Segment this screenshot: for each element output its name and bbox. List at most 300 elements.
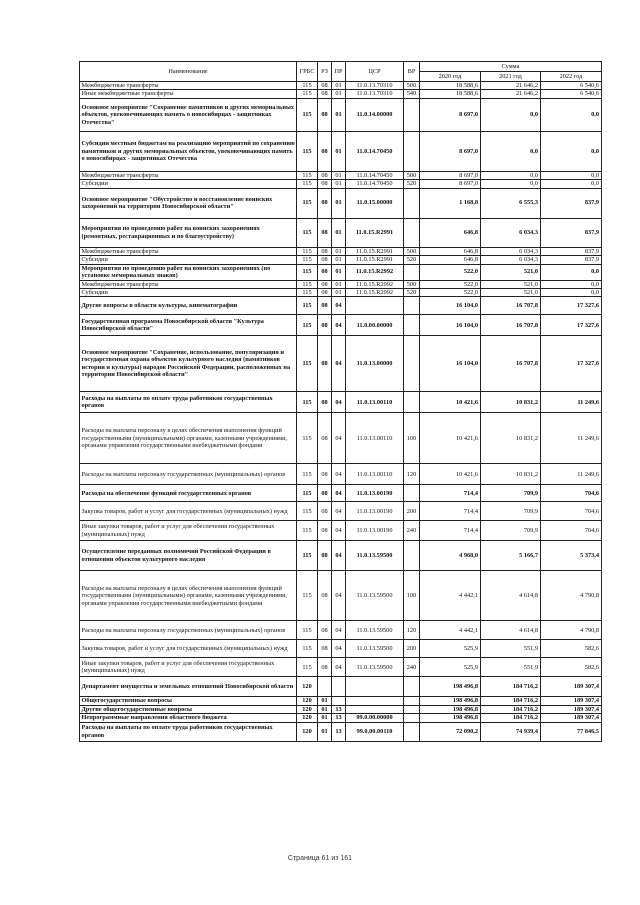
row-grbs: 115 [297,171,318,179]
row-pr: 01 [332,90,346,98]
row-name: Расходы на выплаты персоналу в целях обеспечения выполнения функций государственными (муниципальными) органами, казенными учреждениями, органами управления государственными внебюджетными фондами [80,571,297,621]
row-value-2022: 17 327,6 [541,336,602,392]
table-row [80,288,602,296]
row-grbs: 115 [297,521,318,541]
row-rz: 08 [318,131,332,171]
row-name: Межбюджетные трансферты [80,247,297,255]
row-value-2020: 10 421,6 [420,392,481,413]
row-value-2020: 714,4 [420,502,481,521]
table-row [80,714,602,722]
table-row [80,722,602,741]
row-pr: 04 [332,464,346,485]
row-rz: 08 [318,218,332,247]
row-pr: 01 [332,218,346,247]
header-pr: ПР [332,62,346,82]
row-name: Департамент имущества и земельных отношений Новосибирской области [80,677,297,697]
row-value-2020: 4 968,0 [420,541,481,571]
header-csr: ЦСР [346,62,404,82]
table-row [80,256,602,264]
row-value-2020: 1 168,8 [420,188,481,218]
row-value-2021: 21 646,2 [481,82,541,90]
table-row [80,677,602,697]
row-grbs: 115 [297,658,318,677]
table-row [80,697,602,705]
table-row [80,502,602,521]
row-rz: 08 [318,541,332,571]
table-row [80,464,602,485]
row-grbs: 115 [297,264,318,280]
row-name: Закупка товаров, работ и услуг для государственных (муниципальных) нужд [80,640,297,658]
row-value-2022: 704,6 [541,502,602,521]
row-pr: 04 [332,485,346,502]
row-grbs: 120 [297,705,318,713]
row-value-2022: 11 249,6 [541,413,602,464]
row-rz: 01 [318,722,332,741]
row-value-2021: 709,9 [481,521,541,541]
row-rz: 01 [318,705,332,713]
row-value-2021: 4 614,8 [481,621,541,640]
row-vr [404,722,420,741]
row-value-2022: 0,0 [541,288,602,296]
row-value-2020: 522,0 [420,264,481,280]
row-grbs: 120 [297,697,318,705]
row-csr: 11.0.14.70450 [346,171,404,179]
row-rz: 08 [318,464,332,485]
row-csr: 11.0.15.R2991 [346,256,404,264]
row-value-2020: 72 090,2 [420,722,481,741]
table-row [80,297,602,315]
row-vr [404,392,420,413]
header-name: Наименование [80,62,297,82]
row-vr [404,188,420,218]
table-row [80,247,602,255]
row-name: Расходы на выплаты по оплате труда работников государственных органов [80,392,297,413]
row-value-2022: 0,0 [541,131,602,171]
row-value-2020: 10 421,6 [420,413,481,464]
row-csr [346,677,404,697]
row-rz: 08 [318,392,332,413]
row-csr: 11.0.13.00110 [346,413,404,464]
row-grbs: 115 [297,392,318,413]
row-value-2020: 198 496,8 [420,705,481,713]
row-value-2021: 6 034,3 [481,256,541,264]
row-grbs: 115 [297,413,318,464]
row-value-2020: 8 697,0 [420,180,481,188]
row-name: Осуществление переданных полномочий Российской Федерации в отношении объектов культурного наследия [80,541,297,571]
row-vr [404,485,420,502]
row-value-2020: 8 697,0 [420,131,481,171]
row-value-2022: 17 327,6 [541,315,602,336]
row-grbs: 115 [297,188,318,218]
table-row [80,485,602,502]
row-csr: 11.0.13.59500 [346,658,404,677]
row-value-2020: 10 421,6 [420,464,481,485]
row-value-2022: 17 327,6 [541,297,602,315]
row-pr: 04 [332,315,346,336]
row-value-2021: 74 939,4 [481,722,541,741]
row-vr: 500 [404,171,420,179]
row-value-2021: 6 034,3 [481,218,541,247]
row-pr: 04 [332,541,346,571]
row-vr [404,131,420,171]
header-grbs: ГРБС [297,62,318,82]
row-vr: 120 [404,621,420,640]
row-vr [404,677,420,697]
table-header-row [80,62,602,72]
row-value-2021: 10 831,2 [481,464,541,485]
row-value-2021: 6 034,3 [481,247,541,255]
row-value-2020: 525,9 [420,640,481,658]
table-row [80,171,602,179]
table-row [80,180,602,188]
budget-table [79,61,602,742]
row-value-2020: 198 496,8 [420,714,481,722]
row-value-2020: 16 104,0 [420,297,481,315]
row-grbs: 115 [297,485,318,502]
row-value-2021: 184 716,2 [481,714,541,722]
row-grbs: 115 [297,464,318,485]
row-pr: 01 [332,188,346,218]
row-vr: 240 [404,658,420,677]
row-pr: 04 [332,658,346,677]
row-value-2021: 184 716,2 [481,677,541,697]
row-grbs: 115 [297,640,318,658]
row-pr: 01 [332,98,346,131]
row-value-2020: 8 697,0 [420,98,481,131]
row-pr: 04 [332,571,346,621]
row-name: Субсидии местным бюджетам на реализацию мероприятий по сохранению памятников и других мемориальных объектов, увековечивающих память о новосибирцах - защитниках Отечества [80,131,297,171]
row-rz: 08 [318,658,332,677]
row-pr: 01 [332,256,346,264]
header-year-2022: 2022 год [541,72,602,82]
row-csr: 11.0.14.70450 [346,131,404,171]
row-pr: 13 [332,705,346,713]
row-grbs: 120 [297,722,318,741]
row-value-2022: 189 307,4 [541,705,602,713]
row-csr [346,297,404,315]
row-value-2021: 709,9 [481,502,541,521]
row-grbs: 115 [297,571,318,621]
row-pr: 01 [332,288,346,296]
row-value-2020: 714,4 [420,485,481,502]
row-value-2021: 551,9 [481,658,541,677]
row-csr: 11.0.13.70310 [346,90,404,98]
row-grbs: 115 [297,315,318,336]
row-value-2022: 77 846,5 [541,722,602,741]
row-name: Мероприятия по проведению работ на воинских захоронениях (по установке мемориальных знаков) [80,264,297,280]
row-rz: 08 [318,188,332,218]
row-vr [404,705,420,713]
row-name: Субсидии [80,180,297,188]
row-vr: 500 [404,280,420,288]
row-csr: 11.0.15.00000 [346,188,404,218]
row-vr: 540 [404,90,420,98]
row-grbs: 115 [297,256,318,264]
header-year-2020: 2020 год [420,72,481,82]
row-vr [404,336,420,392]
row-csr: 11.0.15.R2991 [346,247,404,255]
row-vr [404,714,420,722]
row-vr [404,297,420,315]
row-vr: 100 [404,413,420,464]
row-grbs: 115 [297,502,318,521]
row-value-2021: 16 707,8 [481,336,541,392]
table-row [80,188,602,218]
row-value-2022: 0,0 [541,280,602,288]
row-csr: 11.0.00.00000 [346,315,404,336]
row-csr: 11.0.15.R2992 [346,280,404,288]
row-value-2022: 837,9 [541,218,602,247]
row-name: Межбюджетные трансферты [80,280,297,288]
row-name: Другие вопросы в области культуры, кинематографии [80,297,297,315]
table-row [80,82,602,90]
row-value-2021: 10 831,2 [481,392,541,413]
row-rz: 08 [318,571,332,621]
page-number: Страница 61 из 161 [287,855,353,862]
row-name: Межбюджетные трансферты [80,82,297,90]
row-csr: 11.0.13.70310 [346,82,404,90]
row-rz: 08 [318,485,332,502]
row-value-2022: 837,9 [541,188,602,218]
row-value-2022: 582,6 [541,640,602,658]
row-value-2020: 18 588,6 [420,82,481,90]
row-value-2022: 837,9 [541,247,602,255]
row-grbs: 115 [297,82,318,90]
row-vr [404,315,420,336]
row-value-2021: 4 614,8 [481,571,541,621]
row-name: Иные закупки товаров, работ и услуг для обеспечения государственных (муниципальных) нужд [80,521,297,541]
row-grbs: 115 [297,288,318,296]
row-csr: 11.0.14.70450 [346,180,404,188]
row-csr [346,697,404,705]
row-value-2020: 16 104,0 [420,315,481,336]
row-name: Государственная программа Новосибирской области "Культура Новосибирской области" [80,315,297,336]
row-csr: 11.0.13.00000 [346,336,404,392]
row-pr: 01 [332,131,346,171]
row-rz: 08 [318,264,332,280]
row-csr: 11.0.15.R2991 [346,218,404,247]
row-grbs: 115 [297,180,318,188]
row-name: Расходы на выплаты персоналу государственных (муниципальных) органов [80,464,297,485]
row-pr: 01 [332,180,346,188]
row-value-2021: 521,0 [481,288,541,296]
row-value-2021: 521,0 [481,264,541,280]
row-grbs: 120 [297,677,318,697]
row-vr [404,98,420,131]
row-vr: 100 [404,571,420,621]
row-value-2022: 11 249,6 [541,392,602,413]
row-rz: 08 [318,640,332,658]
row-value-2022: 0,0 [541,180,602,188]
table-row [80,571,602,621]
table-row [80,131,602,171]
row-value-2022: 6 540,6 [541,82,602,90]
row-csr: 11.0.13.59500 [346,621,404,640]
row-rz: 08 [318,521,332,541]
row-csr [346,705,404,713]
table-row [80,218,602,247]
table-row [80,336,602,392]
row-value-2020: 646,8 [420,256,481,264]
row-value-2021: 709,9 [481,485,541,502]
row-vr: 500 [404,82,420,90]
row-name: Иные межбюджетные трансферты [80,90,297,98]
row-value-2020: 4 442,1 [420,571,481,621]
row-value-2021: 0,0 [481,98,541,131]
row-value-2021: 551,9 [481,640,541,658]
row-pr [332,677,346,697]
row-csr: 11.0.15.R2992 [346,288,404,296]
row-value-2020: 16 104,0 [420,336,481,392]
table-row [80,264,602,280]
row-value-2021: 16 707,8 [481,297,541,315]
row-pr: 04 [332,640,346,658]
row-rz: 08 [318,82,332,90]
row-value-2020: 522,0 [420,280,481,288]
row-vr: 520 [404,180,420,188]
row-pr: 04 [332,336,346,392]
row-vr: 240 [404,521,420,541]
row-csr: 11.0.13.59500 [346,640,404,658]
header-rz: РЗ [318,62,332,82]
row-vr: 120 [404,464,420,485]
table-row [80,392,602,413]
row-value-2020: 198 496,8 [420,697,481,705]
row-rz: 08 [318,288,332,296]
row-name: Мероприятия по проведению работ на воинских захоронениях (ремонтных, реставрационных и по благоустройству) [80,218,297,247]
header-sum: Сумма [420,62,602,72]
table-row [80,705,602,713]
row-rz: 01 [318,714,332,722]
row-vr [404,264,420,280]
row-name: Иные закупки товаров, работ и услуг для обеспечения государственных (муниципальных) нужд [80,658,297,677]
row-value-2022: 0,0 [541,264,602,280]
row-name: Другие общегосударственные вопросы [80,705,297,713]
row-value-2022: 4 790,8 [541,571,602,621]
row-value-2021: 521,0 [481,280,541,288]
table-row [80,640,602,658]
row-value-2021: 16 707,8 [481,315,541,336]
row-name: Основное мероприятие "Сохранение памятников и других мемориальных объектов, увековечивающих память о новосибирцах - защитниках Отечества" [80,98,297,131]
table-row [80,413,602,464]
row-pr: 13 [332,722,346,741]
row-rz: 01 [318,697,332,705]
row-csr: 11.0.13.00190 [346,521,404,541]
row-pr: 01 [332,82,346,90]
row-pr [332,697,346,705]
table-row [80,541,602,571]
row-csr: 99.0.00.00000 [346,714,404,722]
row-vr [404,218,420,247]
row-value-2020: 198 496,8 [420,677,481,697]
row-grbs: 115 [297,621,318,640]
row-value-2022: 837,9 [541,256,602,264]
table-row [80,98,602,131]
row-vr: 200 [404,640,420,658]
row-pr: 13 [332,714,346,722]
row-value-2020: 4 442,1 [420,621,481,640]
row-value-2022: 704,6 [541,485,602,502]
row-value-2022: 5 373,4 [541,541,602,571]
row-rz: 08 [318,502,332,521]
row-csr: 11.0.14.00000 [346,98,404,131]
row-pr: 01 [332,171,346,179]
row-value-2020: 8 697,0 [420,171,481,179]
row-name: Расходы на выплаты персоналу государственных (муниципальных) органов [80,621,297,640]
row-value-2021: 21 646,2 [481,90,541,98]
row-grbs: 115 [297,336,318,392]
header-vr: ВР [404,62,420,82]
row-name: Основное мероприятие "Обустройство и восстановление воинских захоронений на территории Новосибирской области" [80,188,297,218]
row-grbs: 115 [297,297,318,315]
row-grbs: 115 [297,131,318,171]
row-value-2021: 184 716,2 [481,697,541,705]
row-value-2020: 525,9 [420,658,481,677]
row-csr: 11.0.15.R2992 [346,264,404,280]
row-value-2021: 5 166,7 [481,541,541,571]
row-rz: 08 [318,280,332,288]
row-csr: 11.0.13.00110 [346,464,404,485]
row-name: Расходы на выплаты по оплате труда работников государственных органов [80,722,297,741]
row-csr: 11.0.13.59500 [346,571,404,621]
row-name: Непрограммные направления областного бюджета [80,714,297,722]
row-pr: 04 [332,392,346,413]
row-rz: 08 [318,315,332,336]
row-grbs: 115 [297,541,318,571]
row-rz: 08 [318,98,332,131]
row-value-2020: 646,8 [420,218,481,247]
row-value-2021: 6 555,3 [481,188,541,218]
row-vr: 520 [404,288,420,296]
row-csr: 11.0.13.59500 [346,541,404,571]
row-rz: 08 [318,256,332,264]
row-value-2022: 704,6 [541,521,602,541]
row-pr: 04 [332,413,346,464]
row-grbs: 115 [297,280,318,288]
row-value-2021: 10 831,2 [481,413,541,464]
row-pr: 04 [332,297,346,315]
row-grbs: 115 [297,90,318,98]
row-pr: 01 [332,264,346,280]
table-row [80,658,602,677]
table-row [80,315,602,336]
row-name: Межбюджетные трансферты [80,171,297,179]
row-rz: 08 [318,297,332,315]
row-value-2022: 0,0 [541,171,602,179]
row-rz: 08 [318,180,332,188]
row-vr: 200 [404,502,420,521]
row-value-2022: 189 307,4 [541,677,602,697]
row-name: Субсидии [80,256,297,264]
row-vr [404,697,420,705]
row-value-2020: 646,8 [420,247,481,255]
table-body [80,82,602,742]
row-value-2022: 582,6 [541,658,602,677]
table-row [80,521,602,541]
row-csr: 11.0.13.00110 [346,392,404,413]
header-year-2021: 2021 год [481,72,541,82]
table-row [80,280,602,288]
row-value-2022: 189 307,4 [541,714,602,722]
row-value-2021: 184 716,2 [481,705,541,713]
row-pr: 04 [332,502,346,521]
row-grbs: 120 [297,714,318,722]
row-value-2020: 714,4 [420,521,481,541]
row-pr: 04 [332,621,346,640]
row-rz: 08 [318,413,332,464]
row-value-2021: 0,0 [481,171,541,179]
row-name: Закупка товаров, работ и услуг для государственных (муниципальных) нужд [80,502,297,521]
